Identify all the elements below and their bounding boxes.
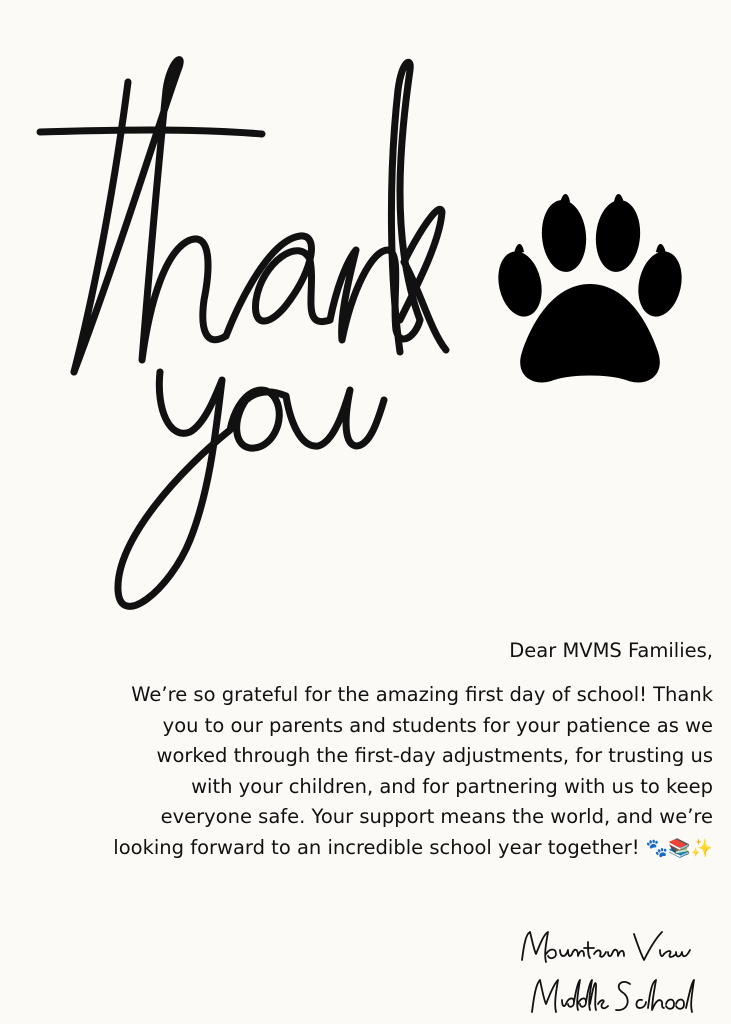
letter [110,636,713,864]
letter-salutation: Dear MVMS Families, [509,639,713,662]
letter-body [110,680,713,864]
letter-emojis: 🐾📚✨ [645,837,713,859]
letter-body-text: We’re so grateful for the amazing first day of school! Thank you to our parents and students for your patience as we worked through the first-day adjustments, for trusting us with your children, and for partnering with us to keep everyone safe. Your support means the world, and we’re looking forward to an incredible school year together! [113,683,713,859]
paw-print-icon [494,192,684,388]
signature-script-drawing [510,920,700,1020]
school-signature [510,920,700,1020]
